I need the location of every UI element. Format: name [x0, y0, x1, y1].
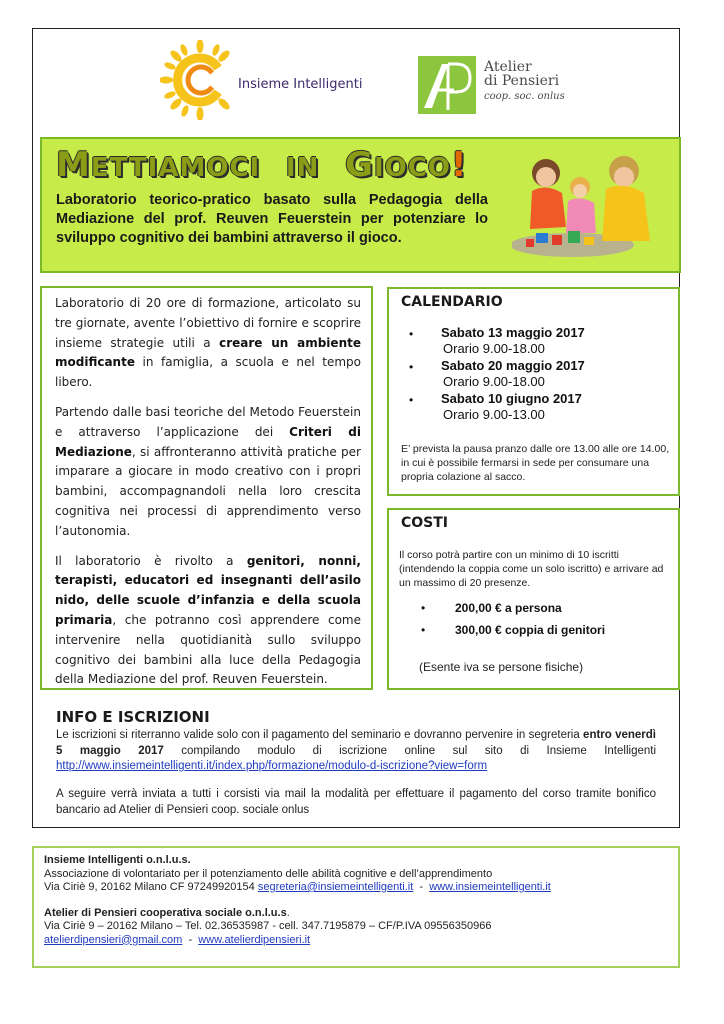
costs-description: Il corso potrà partire con un minimo di 10 iscritti (intendendo la coppia come un solo iscritto) e arrivare ad un massimo di 20 presenze.	[399, 549, 664, 589]
info-deadline: entro venerdì 5 maggio 2017	[56, 729, 656, 757]
lunch-note: E’ prevista la pausa pranzo dalle ore 13.00 alle ore 14.00, in cui è possibile fermarsi in sede per consumare una propria colazione al sacco.	[401, 443, 670, 483]
hero-subtitle: Laboratorio teorico-pratico basato sulla Pedagogia della Mediazione del prof. Reuven Feuerstein per potenziare lo sviluppo cognitivo dei bambini attraverso il gioco.	[56, 192, 488, 246]
org2-web-link[interactable]: www.atelierdipensieri.it	[198, 933, 311, 946]
hero-banner	[40, 137, 681, 273]
intro-paragraph	[55, 552, 361, 691]
calendar-time: Orario 9.00-13.00	[443, 407, 545, 422]
org1-address: Via Ciriè 9, 20162 Milano CF 97249920154	[44, 881, 258, 893]
title-exclamation: !	[450, 145, 468, 185]
vat-note: (Esente iva se persone fisiche)	[419, 660, 584, 674]
atelier-logo-line2: di Pensieri	[484, 73, 560, 89]
insieme-intelligenti-logo	[160, 40, 400, 120]
bullet-icon: •	[409, 327, 414, 341]
calendar-date: Sabato 13 maggio 2017	[441, 325, 585, 340]
calendar-list	[401, 325, 671, 424]
page-title	[56, 145, 467, 185]
org2-contacts	[44, 934, 664, 948]
payment-paragraph: A seguire verrà inviata a tutti i corsisti via mail la modalità per effettuare il pagamento del corso tramite bonifico bancario ad Atelier di Pensieri coop. sociale onlus	[56, 788, 656, 816]
registration-link[interactable]: http://www.insiemeintelligenti.it/index.php/formazione/modulo-d-iscrizione?view=form	[56, 760, 488, 772]
cost-item	[399, 623, 671, 645]
info-text-run: Le iscrizioni si riterranno valide solo con il pagamento del seminario e dovranno pervenire in segreteria	[56, 729, 584, 741]
footer-text	[44, 854, 664, 947]
calendar-item	[401, 358, 671, 391]
intro-text-run: , si affronteranno attività pratiche per imparare a giocare in modo creativo con i propri bambini, accompagnandoli nella loro crescita cognitiva nei processi di apprendimento verso l’autonomia.	[55, 444, 361, 538]
org2-dot: .	[286, 906, 290, 919]
title-word: ETTIAMOCI	[90, 153, 261, 183]
atelier-logo-line3: coop. soc. onlus	[484, 91, 565, 102]
sun-c-icon	[160, 40, 240, 120]
intro-paragraph	[55, 403, 361, 542]
org2-name: Atelier di Pensieri cooperativa sociale o.n.l.u.s	[44, 906, 287, 919]
intro-text-run: Laboratorio di 20 ore di formazione, articolato su tre giornate, avente l’obiettivo di fornire e scoprire insieme strategie utili a	[55, 296, 361, 350]
bullet-icon: •	[409, 393, 414, 407]
intro-text-run: in famiglia, a scuola e nel tempo libero.	[55, 355, 361, 390]
calendar-heading: CALENDARIO	[401, 294, 503, 310]
intro-bold-run: genitori, nonni, terapisti, educatori ed insegnanti dell’asilo nido, delle scuole d’infanzia e della scuola primaria	[55, 553, 361, 627]
org1-description: Associazione di volontariato per il potenziamento delle abilità cognitive e dell’apprendimento	[44, 867, 493, 880]
costs-box	[387, 508, 680, 690]
calendar-item	[401, 325, 671, 358]
title-letter: G	[345, 145, 374, 185]
separator: -	[182, 933, 199, 946]
title-letter: M	[56, 145, 91, 185]
org1-email-link[interactable]: segreteria@insiemeintelligenti.it	[257, 881, 414, 893]
calendar-box	[387, 287, 680, 496]
cost-item	[399, 601, 671, 623]
calendar-time: Orario 9.00-18.00	[443, 374, 545, 389]
insieme-logo-text: Insieme Intelligenti	[238, 77, 363, 92]
intro-bold-run: Criteri di Mediazione	[55, 424, 361, 459]
atelier-mark-icon	[418, 56, 476, 114]
spacer	[44, 895, 664, 907]
calendar-date: Sabato 10 giugno 2017	[441, 391, 582, 406]
intro-paragraph	[55, 294, 361, 393]
atelier-logo-line1: Atelier	[484, 59, 532, 75]
info-text-run: compilando modulo di iscrizione online sul sito di Insieme Intelligenti	[163, 744, 657, 757]
cost-value: 300,00 € coppia di genitori	[455, 623, 606, 637]
footer-box	[32, 846, 680, 968]
children-playing-photo	[512, 149, 662, 259]
calendar-time: Orario 9.00-18.00	[443, 341, 545, 356]
costs-list	[399, 601, 671, 645]
intro-bold-run: creare un ambiente modificante	[55, 335, 361, 370]
org1-name: Insieme Intelligenti o.n.l.u.s.	[44, 854, 191, 866]
calendar-item	[401, 391, 671, 424]
org2-email-link[interactable]: atelierdipensieri@gmail.com	[44, 933, 183, 946]
intro-text-run: Partendo dalle basi teoriche del Metodo Feuerstein e attraverso l’applicazione dei	[55, 404, 361, 439]
info-paragraph	[56, 728, 656, 775]
intro-text-run: Il laboratorio è rivolto a	[55, 553, 247, 568]
info-heading: INFO E ISCRIZIONI	[56, 708, 210, 726]
org2-address: Via Ciriè 9 – 20162 Milano – Tel. 02.36535987 - cell. 347.7195879 – CF/P.IVA 09556350966	[44, 920, 492, 932]
atelier-logo-text	[484, 60, 565, 104]
title-word: IOCO	[373, 153, 451, 183]
costs-heading: COSTI	[401, 515, 449, 531]
org1-contacts	[44, 881, 664, 895]
org1-web-link[interactable]: www.insiemeintelligenti.it	[429, 881, 551, 893]
bullet-icon: •	[421, 623, 426, 637]
separator: -	[413, 881, 430, 893]
cost-value: 200,00 € a persona	[455, 601, 562, 615]
intro-box	[40, 286, 373, 690]
bullet-icon: •	[421, 601, 426, 615]
calendar-date: Sabato 20 maggio 2017	[441, 358, 585, 373]
atelier-di-pensieri-logo	[418, 56, 608, 114]
intro-text-run: , che potranno così apprendere come intervenire nella quotidianità sullo sviluppo cognitivo dei bambini alla luce della Pedagogia della Mediazione del prof. Reuven Feuerstein.	[55, 612, 361, 687]
bullet-icon: •	[409, 360, 414, 374]
org2-name-line	[44, 907, 664, 921]
title-word: IN	[285, 153, 320, 183]
intro-text	[55, 294, 361, 700]
